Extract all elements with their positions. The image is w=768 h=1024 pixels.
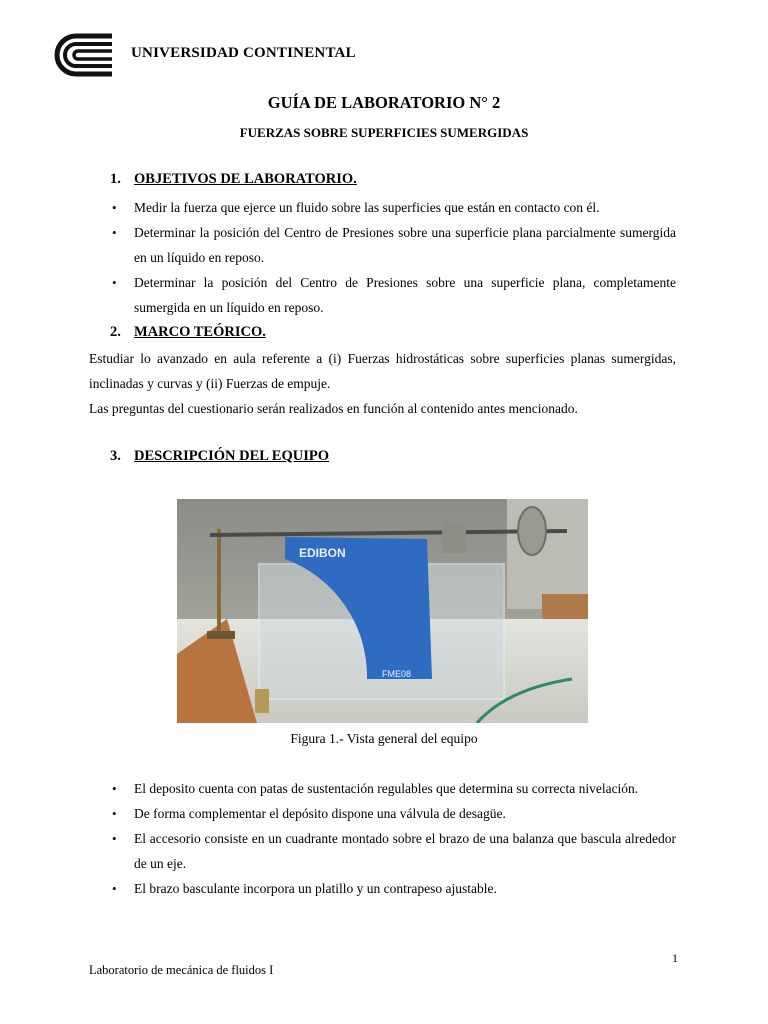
list-item: • Medir la fuerza que ejerce un fluido sobre las superficies que están en contacto con él. — [112, 195, 676, 220]
list-item: • El brazo basculante incorpora un platillo y un contrapeso ajustable. — [112, 876, 676, 901]
section-heading-objetivos — [110, 171, 357, 188]
list-item: • De forma complementar el depósito dispone una válvula de desagüe. — [112, 801, 676, 826]
list-item: • El accesorio consiste en un cuadrante montado sobre el brazo de una balanza que bascula alrededor de un eje. — [112, 826, 676, 876]
paragraph: Las preguntas del cuestionario serán realizados en función al contenido antes mencionado. — [89, 401, 578, 416]
footer-text: Laboratorio de mecánica de fluidos I — [89, 963, 274, 977]
section-number: 3. — [110, 448, 121, 464]
list-item: • Determinar la posición del Centro de Presiones sobre una superficie plana, completamente sumergida en un líquido en reposo. — [112, 270, 676, 320]
list-item: • Determinar la posición del Centro de Presiones sobre una superficie plana parcialmente sumergida en un líquido en reposo. — [112, 220, 676, 270]
section-number: 1. — [110, 171, 121, 187]
page-number: 1 — [672, 951, 678, 965]
equipment-photo — [177, 499, 588, 723]
section-number: 2. — [110, 324, 121, 340]
list-item: • El deposito cuenta con patas de sustentación regulables que determina su correcta nivelación. — [112, 776, 676, 801]
section-title: MARCO TEÓRICO. — [134, 324, 266, 340]
section-title: OBJETIVOS DE LABORATORIO. — [134, 171, 357, 187]
page-title: GUÍA DE LABORATORIO N° 2 — [267, 93, 501, 112]
photo-label-text: FME08 — [382, 669, 412, 679]
university-name: UNIVERSIDAD CONTINENTAL — [131, 45, 356, 61]
section-heading-equipo — [110, 448, 329, 465]
section-heading-marco — [110, 324, 266, 341]
university-logo — [54, 32, 116, 78]
section-title: DESCRIPCIÓN DEL EQUIPO — [134, 448, 329, 464]
page-subtitle: FUERZAS SOBRE SUPERFICIES SUMERGIDAS — [239, 125, 529, 140]
equipment-list — [112, 776, 676, 901]
photo-brand-text: EDIBON — [299, 546, 346, 560]
figure-caption: Figura 1.- Vista general del equipo — [290, 731, 478, 746]
objectives-list — [112, 195, 676, 320]
paragraph: Estudiar lo avanzado en aula referente a (i) Fuerzas hidrostáticas sobre superficies planas sumergidas, inclinadas y curvas y (ii) Fuerzas de empuje. — [89, 351, 676, 391]
